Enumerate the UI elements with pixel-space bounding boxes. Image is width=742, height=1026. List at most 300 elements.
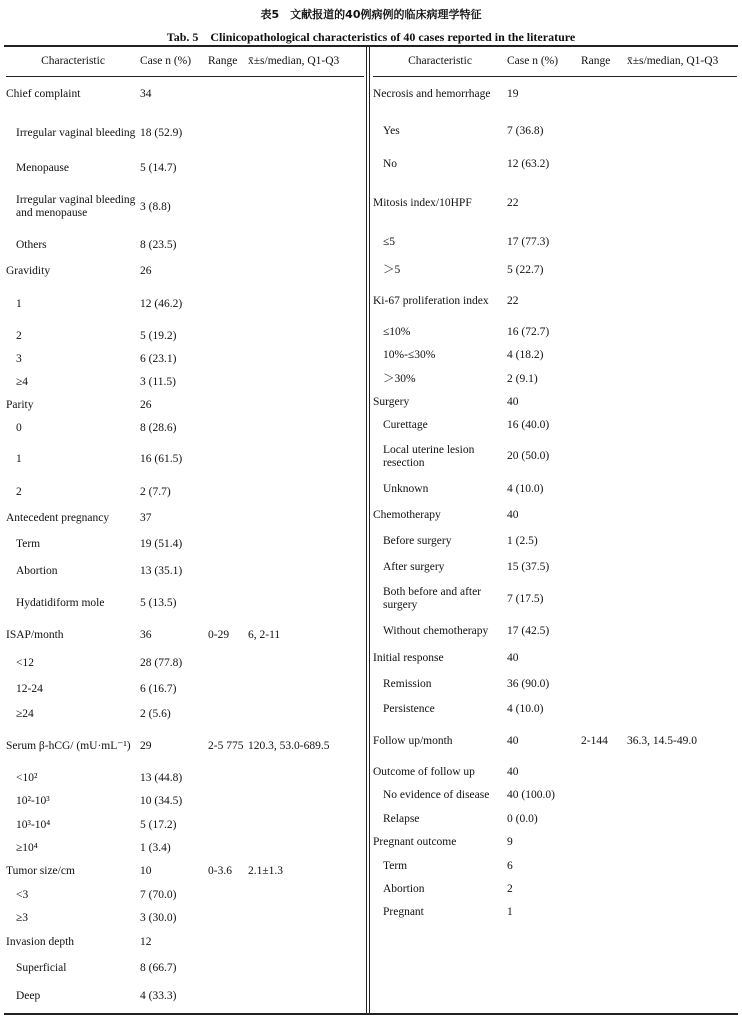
row-stat: [248, 324, 364, 349]
row-stat: [627, 762, 737, 784]
row-range: 0-29: [208, 629, 230, 641]
row-case: 40: [507, 508, 519, 521]
table-row: [6, 480, 364, 506]
row-stat: [248, 182, 364, 233]
row-range: [208, 155, 248, 182]
row-label: 10²-10³: [16, 795, 50, 807]
table-row: [373, 784, 737, 808]
table-row: [373, 180, 737, 228]
row-range: [208, 113, 248, 155]
table-row: [6, 884, 364, 907]
row-stat: [248, 702, 364, 727]
row-stat: [627, 878, 737, 901]
table-row: [6, 860, 364, 884]
row-range: [208, 558, 248, 585]
row-label: Pregnant outcome: [373, 836, 457, 848]
row-label: Surgery: [373, 396, 410, 408]
row-label: Yes: [383, 124, 400, 137]
row-case: 10 (34.5): [140, 795, 183, 807]
row-range: [208, 585, 248, 622]
table-row: [6, 585, 364, 622]
row-range: [581, 391, 627, 415]
row-stat: [248, 371, 364, 394]
table-row: [373, 150, 737, 180]
row-label: Ki-67 proliferation index: [373, 295, 489, 307]
row-label: Chemotherapy: [373, 508, 441, 521]
row-range: [208, 258, 248, 285]
row-case: 10: [140, 865, 152, 877]
row-range: [581, 415, 627, 437]
row-case: 0 (0.0): [507, 812, 538, 825]
row-label: Hydatidiform mole: [16, 596, 105, 609]
row-case: 22: [507, 295, 519, 307]
row-label: ≥3: [16, 911, 29, 924]
row-range: [208, 440, 248, 480]
row-range: [581, 321, 627, 344]
table-row: [6, 837, 364, 860]
row-label: After surgery: [383, 560, 445, 573]
table-row: [373, 529, 737, 554]
table-row: [6, 258, 364, 285]
row-label: Before surgery: [383, 534, 452, 547]
row-range: [581, 77, 627, 113]
row-case: 1 (2.5): [507, 534, 538, 547]
row-range: [208, 417, 248, 440]
row-case: 40: [507, 396, 519, 408]
row-label: Outcome of follow up: [373, 766, 475, 778]
row-range: [208, 814, 248, 837]
row-range: [208, 982, 248, 1011]
row-label: Serum β-hCG/ (mU·mL⁻¹): [6, 740, 131, 752]
row-range: [208, 349, 248, 371]
row-label: ＞30%: [383, 372, 416, 385]
table-row: [373, 878, 737, 901]
header-row: [6, 46, 364, 77]
row-stat: [248, 506, 364, 532]
row-range: [208, 907, 248, 930]
row-range: [581, 529, 627, 554]
row-stat: [627, 415, 737, 437]
header-row: [373, 46, 737, 77]
row-range: [208, 837, 248, 860]
table-row: [6, 907, 364, 930]
row-stat: [627, 368, 737, 391]
row-stat: [248, 233, 364, 258]
row-case: 1 (3.4): [140, 841, 171, 854]
row-case: 2 (7.7): [140, 486, 171, 498]
row-label: Pregnant: [383, 905, 424, 918]
table-row: [6, 440, 364, 480]
table-row: [6, 982, 364, 1011]
row-label: 10%-≤30%: [383, 349, 436, 361]
row-range: [208, 394, 248, 417]
row-case: 3 (8.8): [140, 200, 171, 213]
row-range: [581, 646, 627, 671]
row-label: ＞5: [383, 263, 401, 276]
row-case: 5 (13.5): [140, 596, 177, 609]
row-label: Initial response: [373, 651, 444, 664]
row-label: Chief complaint: [6, 88, 81, 101]
table-row: [373, 646, 737, 671]
row-label: Remission: [383, 677, 432, 690]
row-stat: [627, 437, 737, 477]
row-case: 29: [140, 740, 152, 752]
row-case: 22: [507, 197, 519, 209]
table-row: [6, 371, 364, 394]
row-stat: [627, 901, 737, 924]
row-case: 2 (5.6): [140, 707, 171, 720]
row-stat: 2.1±1.3: [248, 865, 284, 877]
row-case: 26: [140, 398, 152, 411]
row-stat: [248, 837, 364, 860]
table-row: [6, 532, 364, 558]
row-range: [581, 113, 627, 150]
row-label: Term: [383, 859, 408, 872]
table-row: [373, 618, 737, 646]
row-case: 13 (35.1): [140, 564, 183, 577]
row-label: 1: [16, 297, 22, 310]
table-row: [6, 506, 364, 532]
row-case: 13 (44.8): [140, 771, 183, 784]
table-row: [6, 324, 364, 349]
table-row: [6, 767, 364, 790]
table-row: [6, 285, 364, 324]
row-stat: [627, 698, 737, 722]
row-stat: [627, 344, 737, 368]
row-case: 2 (9.1): [507, 372, 538, 385]
row-range: [581, 368, 627, 391]
row-label: Unknown: [383, 482, 429, 495]
row-stat: [627, 808, 737, 831]
row-stat: [627, 618, 737, 646]
row-range: [581, 180, 627, 228]
row-label: 2: [16, 329, 22, 342]
row-label: Local uterine lesion resection: [383, 443, 475, 469]
row-range: [581, 477, 627, 502]
row-label: Relapse: [383, 812, 420, 825]
row-stat: [627, 784, 737, 808]
row-case: 12 (63.2): [507, 158, 550, 170]
row-range: [581, 808, 627, 831]
table-row: [373, 477, 737, 502]
row-range: [581, 784, 627, 808]
row-stat: [248, 884, 364, 907]
row-label: Both before and after surgery: [383, 586, 482, 611]
table-row: [373, 283, 737, 321]
table-row: [373, 581, 737, 618]
row-range: [208, 884, 248, 907]
header-stat: x̄±s/median, Q1-Q3: [248, 46, 364, 77]
row-case: 16 (40.0): [507, 419, 550, 431]
row-case: 12 (46.2): [140, 297, 183, 310]
row-stat: [627, 391, 737, 415]
row-case: 36 (90.0): [507, 677, 550, 690]
row-range: [581, 901, 627, 924]
row-stat: [248, 440, 364, 480]
left-table-body: [6, 77, 364, 1011]
table-row: [373, 762, 737, 784]
row-range: [581, 618, 627, 646]
table-row: [373, 831, 737, 855]
header-case: Case n (%): [507, 46, 581, 77]
table-row: [6, 790, 364, 814]
row-range: [208, 233, 248, 258]
row-label: Mitosis index/10HPF: [373, 197, 472, 209]
table-row: [6, 814, 364, 837]
row-stat: [627, 831, 737, 855]
header-range: Range: [581, 46, 627, 77]
row-stat: [627, 502, 737, 529]
row-case: 16 (61.5): [140, 453, 183, 465]
table-row: [6, 622, 364, 650]
row-range: [208, 790, 248, 814]
row-range: [581, 228, 627, 258]
row-range: [208, 371, 248, 394]
row-case: 4 (10.0): [507, 703, 544, 715]
row-stat: [248, 394, 364, 417]
row-case: 17 (77.3): [507, 236, 550, 248]
row-label: ISAP/month: [6, 629, 64, 641]
row-label: Follow up/month: [373, 735, 453, 747]
row-stat: [248, 77, 364, 113]
row-stat: [627, 321, 737, 344]
row-stat: [248, 767, 364, 790]
row-stat: [248, 417, 364, 440]
row-label: Antecedent pregnancy: [6, 512, 110, 524]
row-label: ≥4: [16, 375, 29, 388]
row-stat: [248, 982, 364, 1011]
row-case: 40: [507, 735, 519, 747]
row-range: [581, 283, 627, 321]
table-row: [373, 502, 737, 529]
header-case: Case n (%): [140, 46, 208, 77]
row-range: [208, 702, 248, 727]
row-range: [208, 480, 248, 506]
row-case: 40: [507, 766, 519, 778]
row-label: Invasion depth: [6, 935, 75, 948]
row-stat: [627, 228, 737, 258]
row-case: 5 (14.7): [140, 161, 177, 174]
row-case: 15 (37.5): [507, 560, 550, 573]
table-row: [373, 344, 737, 368]
row-stat: [248, 558, 364, 585]
row-stat: [248, 113, 364, 155]
table-row: [373, 228, 737, 258]
row-case: 5 (22.7): [507, 263, 544, 276]
table-row: [6, 727, 364, 767]
row-stat: [627, 283, 737, 321]
table-row: [6, 930, 364, 955]
row-case: 17 (42.5): [507, 625, 550, 637]
row-stat: [627, 180, 737, 228]
table-row: [373, 368, 737, 391]
row-case: 4 (18.2): [507, 349, 544, 361]
row-range: [208, 324, 248, 349]
row-stat: [627, 150, 737, 180]
row-case: 26: [140, 264, 152, 277]
row-label: ≤10%: [383, 325, 411, 338]
right-table-body: [373, 77, 737, 924]
row-range: [581, 671, 627, 698]
row-range: [208, 182, 248, 233]
row-label: No evidence of disease: [383, 789, 490, 801]
table-row: [373, 321, 737, 344]
row-stat: [627, 671, 737, 698]
row-label: Term: [16, 538, 41, 550]
row-label: Curettage: [383, 419, 428, 431]
table-row: [6, 558, 364, 585]
row-label: Without chemotherapy: [383, 625, 489, 637]
table-row: [6, 155, 364, 182]
row-label: Tumor size/cm: [6, 865, 75, 877]
row-case: 3 (11.5): [140, 375, 176, 388]
left-table: [6, 46, 364, 1011]
row-range: [581, 831, 627, 855]
table-row: [373, 722, 737, 762]
row-range: [208, 77, 248, 113]
row-stat: [627, 113, 737, 150]
row-stat: [248, 814, 364, 837]
table-row: [373, 855, 737, 878]
row-range: [208, 285, 248, 324]
row-case: 8 (28.6): [140, 421, 177, 434]
row-stat: [627, 554, 737, 581]
row-case: 5 (17.2): [140, 818, 177, 831]
table-row: [373, 77, 737, 113]
right-table: [373, 46, 737, 924]
row-case: 18 (52.9): [140, 127, 183, 139]
row-label: ≤5: [383, 236, 396, 248]
row-range: [581, 150, 627, 180]
header-characteristic: Characteristic: [373, 46, 507, 77]
table-row: [373, 391, 737, 415]
table-row: [6, 182, 364, 233]
row-label: Gravidity: [6, 264, 51, 277]
row-case: 5 (19.2): [140, 329, 177, 342]
row-stat: [627, 77, 737, 113]
row-label: Menopause: [16, 161, 70, 174]
table-row: [6, 394, 364, 417]
table-row: [373, 554, 737, 581]
row-range: [208, 506, 248, 532]
row-case: 7 (70.0): [140, 888, 177, 901]
row-label: <10²: [16, 771, 38, 784]
table-row: [6, 677, 364, 702]
row-label: ≥24: [16, 707, 34, 720]
row-case: 6 (23.1): [140, 353, 177, 365]
row-stat: [248, 480, 364, 506]
table-title-chinese: 表5 文献报道的40例病例的临床病理学特征: [260, 8, 482, 21]
table-row: [373, 437, 737, 477]
row-label: Deep: [16, 989, 41, 1002]
row-stat: [248, 585, 364, 622]
row-stat: [248, 285, 364, 324]
row-stat: 6, 2-11: [248, 629, 281, 641]
table-row: [373, 113, 737, 150]
row-case: 19: [507, 88, 519, 101]
row-range: [208, 677, 248, 702]
table-row: [373, 671, 737, 698]
row-case: 40 (100.0): [507, 789, 555, 801]
table-row: [6, 417, 364, 440]
table-row: [6, 113, 364, 155]
row-range: [208, 650, 248, 677]
row-stat: 120.3, 53.0-689.5: [248, 740, 330, 752]
row-range: [581, 698, 627, 722]
row-range: 0-3.6: [208, 865, 232, 877]
row-stat: [627, 581, 737, 618]
row-case: 6: [507, 859, 513, 872]
row-label: Necrosis and hemorrhage: [373, 88, 491, 101]
row-range: [581, 878, 627, 901]
table-row: [6, 650, 364, 677]
row-stat: [627, 855, 737, 878]
row-label: Abortion: [383, 882, 425, 895]
row-case: 3 (30.0): [140, 911, 177, 924]
row-stat: [627, 477, 737, 502]
row-stat: [248, 930, 364, 955]
row-case: 8 (66.7): [140, 961, 177, 974]
row-label: 10³-10⁴: [16, 818, 51, 831]
table-row: [6, 702, 364, 727]
table-row: [6, 955, 364, 982]
row-label: Parity: [6, 398, 34, 411]
row-case: 4 (10.0): [507, 482, 544, 495]
row-label: No: [383, 158, 398, 170]
row-case: 16 (72.7): [507, 325, 550, 338]
row-label: 12-24: [16, 682, 43, 695]
row-label: Irregular vaginal bleeding: [16, 127, 136, 139]
row-stat: [248, 650, 364, 677]
row-range: [581, 258, 627, 283]
row-case: 1: [507, 905, 513, 918]
row-range: 2-144: [581, 735, 608, 747]
row-case: 19 (51.4): [140, 538, 183, 550]
table-row: [373, 415, 737, 437]
row-case: 7 (36.8): [507, 124, 544, 137]
column-divider-right: [369, 46, 370, 1013]
row-stat: [248, 677, 364, 702]
row-stat: [627, 258, 737, 283]
table-row: [373, 258, 737, 283]
row-case: 4 (33.3): [140, 989, 177, 1002]
header-range: Range: [208, 46, 248, 77]
row-stat: [248, 955, 364, 982]
row-range: [208, 955, 248, 982]
row-label: <3: [16, 888, 29, 901]
row-stat: 36.3, 14.5-49.0: [627, 735, 697, 747]
row-range: [581, 554, 627, 581]
row-range: [208, 767, 248, 790]
row-label: 0: [16, 421, 22, 434]
row-case: 37: [140, 512, 152, 524]
row-range: [208, 532, 248, 558]
row-range: [581, 502, 627, 529]
row-range: [581, 762, 627, 784]
row-case: 40: [507, 651, 519, 664]
row-case: 8 (23.5): [140, 238, 177, 251]
row-label: 2: [16, 486, 22, 498]
left-panel: [6, 46, 364, 1014]
row-stat: [248, 532, 364, 558]
row-range: [208, 930, 248, 955]
row-range: [581, 344, 627, 368]
row-case: 9: [507, 836, 513, 848]
row-case: 20 (50.0): [507, 450, 550, 462]
row-case: 28 (77.8): [140, 656, 183, 669]
table-row: [6, 77, 364, 113]
header-stat: x̄±s/median, Q1-Q3: [627, 46, 737, 77]
